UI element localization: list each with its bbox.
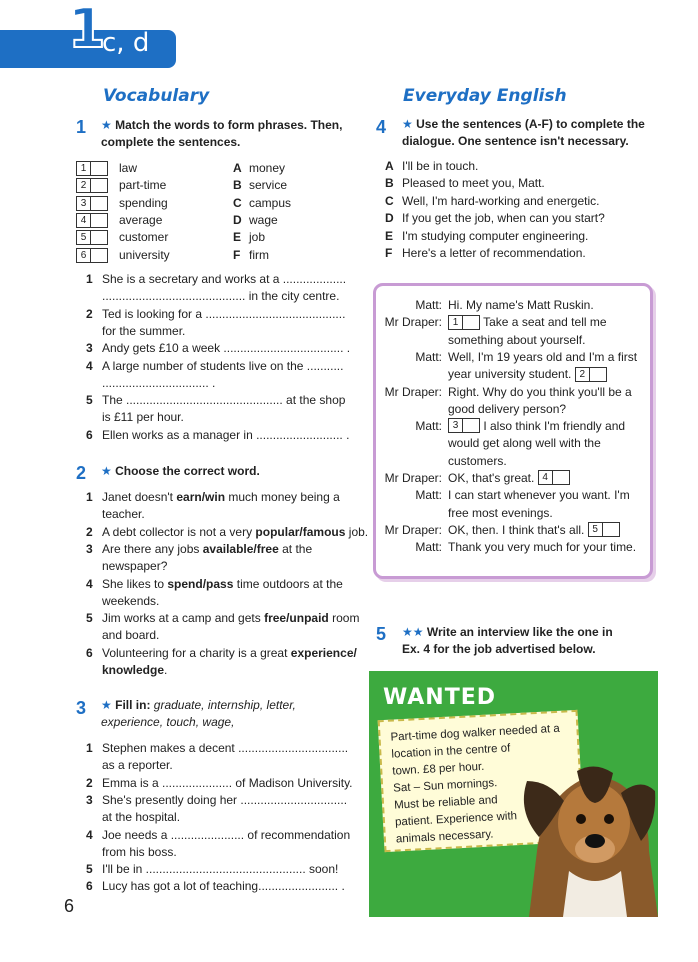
item-line: She likes to spend/pass time outdoors at the bbox=[102, 576, 343, 591]
exercise-5-number: 5 bbox=[376, 624, 387, 644]
item-number: 3 bbox=[86, 541, 93, 556]
match-left-word: customer bbox=[119, 230, 169, 245]
star-icon: ★ bbox=[101, 118, 112, 132]
option-text: I'm studying computer engineering. bbox=[402, 228, 589, 243]
answer-box-number: 3 bbox=[449, 419, 463, 432]
match-right-word: money bbox=[249, 161, 286, 175]
dog-illustration bbox=[509, 741, 658, 917]
star-icon: ★ bbox=[402, 117, 413, 131]
exercise-3-instruction-lead: Fill in: bbox=[115, 698, 151, 712]
match-left-word: law bbox=[119, 161, 138, 175]
advert-line: Must be reliable and bbox=[393, 794, 498, 812]
item-line: A large number of students live on the ........... bbox=[102, 358, 344, 373]
item-line: Ted is looking for a .......................................... bbox=[102, 306, 346, 321]
dialogue-line: Hi. My name's Matt Ruskin. bbox=[448, 298, 594, 312]
answer-box-number: 2 bbox=[576, 368, 590, 381]
item-line: Janet doesn't earn/win much money being a bbox=[102, 490, 340, 504]
match-right-letter: A bbox=[233, 161, 242, 175]
exercise-3-instruction bbox=[101, 697, 346, 731]
advert-line: animals necessary. bbox=[395, 828, 494, 846]
wanted-title: WANTED bbox=[383, 685, 497, 710]
answer-box bbox=[448, 418, 480, 433]
item-line: Volunteering for a charity is a great experience/ bbox=[102, 645, 357, 660]
item-line: Stephen makes a decent ................................. bbox=[102, 741, 349, 755]
item-line: ........................................... in the city centre. bbox=[102, 289, 340, 304]
exercise-4-instruction bbox=[402, 116, 652, 150]
item-line: A debt collector is not a very popular/famous job. bbox=[102, 524, 369, 539]
unit-number: 1 bbox=[68, 0, 106, 60]
match-right-word: wage bbox=[249, 212, 278, 227]
answer-box bbox=[76, 196, 108, 211]
exercise-3-number: 3 bbox=[76, 698, 87, 718]
item-line: She's presently doing her ................................ bbox=[102, 792, 348, 807]
item-line: Ellen works as a manager in .......................... . bbox=[102, 427, 350, 442]
answer-box bbox=[76, 230, 108, 245]
exercise-1-instruction bbox=[101, 117, 346, 151]
exercise-3-word-list-1: graduate, internship, letter, bbox=[153, 698, 296, 712]
star-icon: ★ bbox=[101, 698, 112, 712]
dialogue-speaker: Mr Draper: bbox=[384, 315, 442, 330]
answer-box-number: 1 bbox=[77, 162, 91, 175]
option-letter: E bbox=[385, 228, 394, 243]
item-number: 5 bbox=[86, 611, 93, 626]
match-right-word: campus bbox=[249, 195, 292, 210]
option-text: If you get the job, when can you start? bbox=[402, 211, 605, 226]
item-line: Jim works at a camp and gets free/unpaid room bbox=[102, 611, 360, 626]
answer-box bbox=[538, 470, 570, 485]
match-right-letter: B bbox=[233, 178, 242, 193]
answer-box bbox=[76, 213, 108, 228]
option-letter: D bbox=[385, 211, 394, 226]
advert-line: town. £8 per hour. bbox=[392, 760, 485, 778]
answer-box bbox=[76, 161, 108, 176]
match-right-letter: F bbox=[233, 247, 241, 262]
match-right-letter: E bbox=[233, 230, 242, 245]
item-line: from his boss. bbox=[102, 844, 177, 859]
answer-box-number: 1 bbox=[449, 316, 463, 329]
answer-box bbox=[448, 315, 480, 330]
item-number: 4 bbox=[86, 827, 93, 842]
answer-box-number: 5 bbox=[589, 523, 603, 536]
item-number: 1 bbox=[86, 272, 93, 286]
item-number: 3 bbox=[86, 792, 93, 807]
answer-box bbox=[76, 248, 108, 263]
item-line: and board. bbox=[102, 628, 160, 643]
exercise-5-instruction-line-2: Ex. 4 for the job advertised below. bbox=[402, 642, 596, 656]
exercise-5-instruction bbox=[402, 624, 652, 658]
match-left-word: average bbox=[119, 212, 163, 227]
dialogue-speaker: Mr Draper: bbox=[384, 384, 442, 399]
everyday-english-title: Everyday English bbox=[403, 86, 567, 106]
dialogue-speaker: Matt: bbox=[415, 540, 442, 555]
dialogue-line: OK, that's great. 4 bbox=[448, 470, 570, 487]
answer-box-number: 5 bbox=[77, 231, 91, 244]
item-number: 2 bbox=[86, 775, 93, 790]
exercise-1-instruction-text: Match the words to form phrases. Then, complete the sentences. bbox=[101, 118, 343, 149]
option-letter: C bbox=[385, 193, 394, 208]
dialogue-line: Well, I'm 19 years old and I'm a first bbox=[448, 349, 638, 364]
item-line: Are there any jobs available/free at the bbox=[102, 541, 313, 556]
exercise-3-word-list-2: experience, touch, wage, bbox=[101, 715, 235, 729]
answer-box-number: 3 bbox=[77, 197, 91, 210]
item-line: She is a secretary and works at a ................... bbox=[102, 272, 347, 286]
answer-box bbox=[588, 522, 620, 537]
option-text: Pleased to meet you, Matt. bbox=[402, 176, 545, 191]
match-left-word: part-time bbox=[119, 178, 167, 193]
answer-box bbox=[76, 178, 108, 193]
match-right-word: firm bbox=[249, 247, 269, 262]
item-line: teacher. bbox=[102, 507, 145, 522]
item-number: 4 bbox=[86, 576, 93, 591]
page-number: 6 bbox=[64, 896, 75, 916]
item-line: Andy gets £10 a week .................................... . bbox=[102, 341, 351, 356]
dialogue-speaker: Matt: bbox=[415, 349, 442, 364]
match-right-letter: D bbox=[233, 212, 242, 227]
dialogue-line: good delivery person? bbox=[448, 401, 567, 416]
item-line: Joe needs a ...................... of recommendation bbox=[102, 827, 351, 842]
item-number: 6 bbox=[86, 879, 93, 894]
dialogue-speaker: Matt: bbox=[415, 298, 442, 312]
option-letter: A bbox=[385, 159, 394, 173]
item-line: ................................ . bbox=[102, 375, 216, 390]
double-star-icon: ★★ bbox=[402, 625, 424, 639]
dialogue-line: customers. bbox=[448, 453, 507, 468]
item-number: 4 bbox=[86, 358, 93, 373]
item-line: The ............................................... at the shop bbox=[102, 393, 346, 407]
dialogue-line: free most evenings. bbox=[448, 505, 553, 520]
exercise-2-instruction bbox=[101, 463, 260, 480]
item-number: 1 bbox=[86, 490, 93, 504]
item-line: I'll be in ................................................ soon! bbox=[102, 862, 339, 877]
dialogue-line: Thank you very much for your time. bbox=[448, 540, 637, 555]
item-line: at the hospital. bbox=[102, 810, 181, 825]
advert-line: Part-time dog walker needed at a bbox=[390, 722, 561, 744]
wanted-advert bbox=[369, 671, 658, 917]
unit-sections: c, d bbox=[102, 28, 150, 58]
exercise-2-instruction-text: Choose the correct word. bbox=[115, 464, 260, 478]
dialogue-speaker: Mr Draper: bbox=[384, 471, 442, 485]
exercise-4-instruction-text: Use the sentences (A-F) to complete the dialogue. One sentence isn't necessary. bbox=[402, 117, 645, 148]
dialogue-line: would get along well with the bbox=[448, 436, 601, 451]
advert-line: patient. Experience with bbox=[394, 810, 518, 829]
dialogue-line: something about yourself. bbox=[448, 332, 586, 347]
match-left-word: spending bbox=[119, 195, 168, 210]
option-letter: F bbox=[385, 246, 393, 260]
item-number: 3 bbox=[86, 341, 93, 356]
dialogue-line: 1 Take a seat and tell me bbox=[448, 314, 607, 331]
exercise-5-instruction-line-1: Write an interview like the one in bbox=[426, 625, 613, 639]
dialogue-line: OK, then. I think that's all. 5 bbox=[448, 522, 620, 539]
match-right-word: job bbox=[249, 230, 266, 245]
item-number: 2 bbox=[86, 524, 93, 539]
option-text: Here's a letter of recommendation. bbox=[402, 246, 586, 260]
dialogue-line: I can start whenever you want. I'm bbox=[448, 488, 630, 503]
star-icon: ★ bbox=[101, 464, 112, 478]
item-number: 6 bbox=[86, 645, 93, 660]
answer-box bbox=[575, 367, 607, 382]
item-line: newspaper? bbox=[102, 559, 168, 574]
item-line: Lucy has got a lot of teaching........................ . bbox=[102, 879, 345, 894]
item-number: 6 bbox=[86, 427, 93, 442]
answer-box-number: 4 bbox=[539, 471, 553, 484]
item-number: 1 bbox=[86, 741, 93, 755]
match-right-letter: C bbox=[233, 195, 242, 210]
advert-line: Sat – Sun mornings. bbox=[392, 777, 498, 795]
dialogue-line: 3 I also think I'm friendly and bbox=[448, 418, 625, 435]
match-right-word: service bbox=[249, 178, 288, 193]
answer-box-number: 6 bbox=[77, 249, 91, 262]
dialogue-box bbox=[373, 283, 653, 579]
exercise-4-number: 4 bbox=[376, 117, 387, 137]
dialogue-line: year university student. 2 bbox=[448, 366, 607, 383]
option-text: Well, I'm hard-working and energetic. bbox=[402, 193, 600, 208]
option-letter: B bbox=[385, 176, 394, 191]
item-line: is £11 per hour. bbox=[102, 410, 184, 425]
match-left-word: university bbox=[119, 247, 170, 262]
answer-box-number: 4 bbox=[77, 214, 91, 227]
item-line: knowledge. bbox=[102, 663, 168, 677]
dialogue-speaker: Mr Draper: bbox=[384, 522, 442, 537]
item-line: Emma is a ..................... of Madison University. bbox=[102, 775, 353, 790]
dialogue-speaker: Matt: bbox=[415, 488, 442, 503]
dialogue-speaker: Matt: bbox=[415, 419, 442, 434]
item-number: 5 bbox=[86, 862, 93, 877]
advert-line: location in the centre of bbox=[391, 742, 511, 761]
exercise-1-number: 1 bbox=[76, 117, 87, 137]
item-number: 2 bbox=[86, 306, 93, 321]
item-number: 5 bbox=[86, 393, 93, 407]
exercise-2-number: 2 bbox=[76, 463, 87, 483]
item-line: weekends. bbox=[102, 593, 160, 608]
option-text: I'll be in touch. bbox=[402, 159, 479, 173]
answer-box-number: 2 bbox=[77, 179, 91, 192]
vocabulary-title: Vocabulary bbox=[103, 86, 210, 106]
dialogue-line: Right. Why do you think you'll be a bbox=[448, 384, 632, 399]
item-line: as a reporter. bbox=[102, 758, 173, 773]
item-line: for the summer. bbox=[102, 323, 186, 338]
